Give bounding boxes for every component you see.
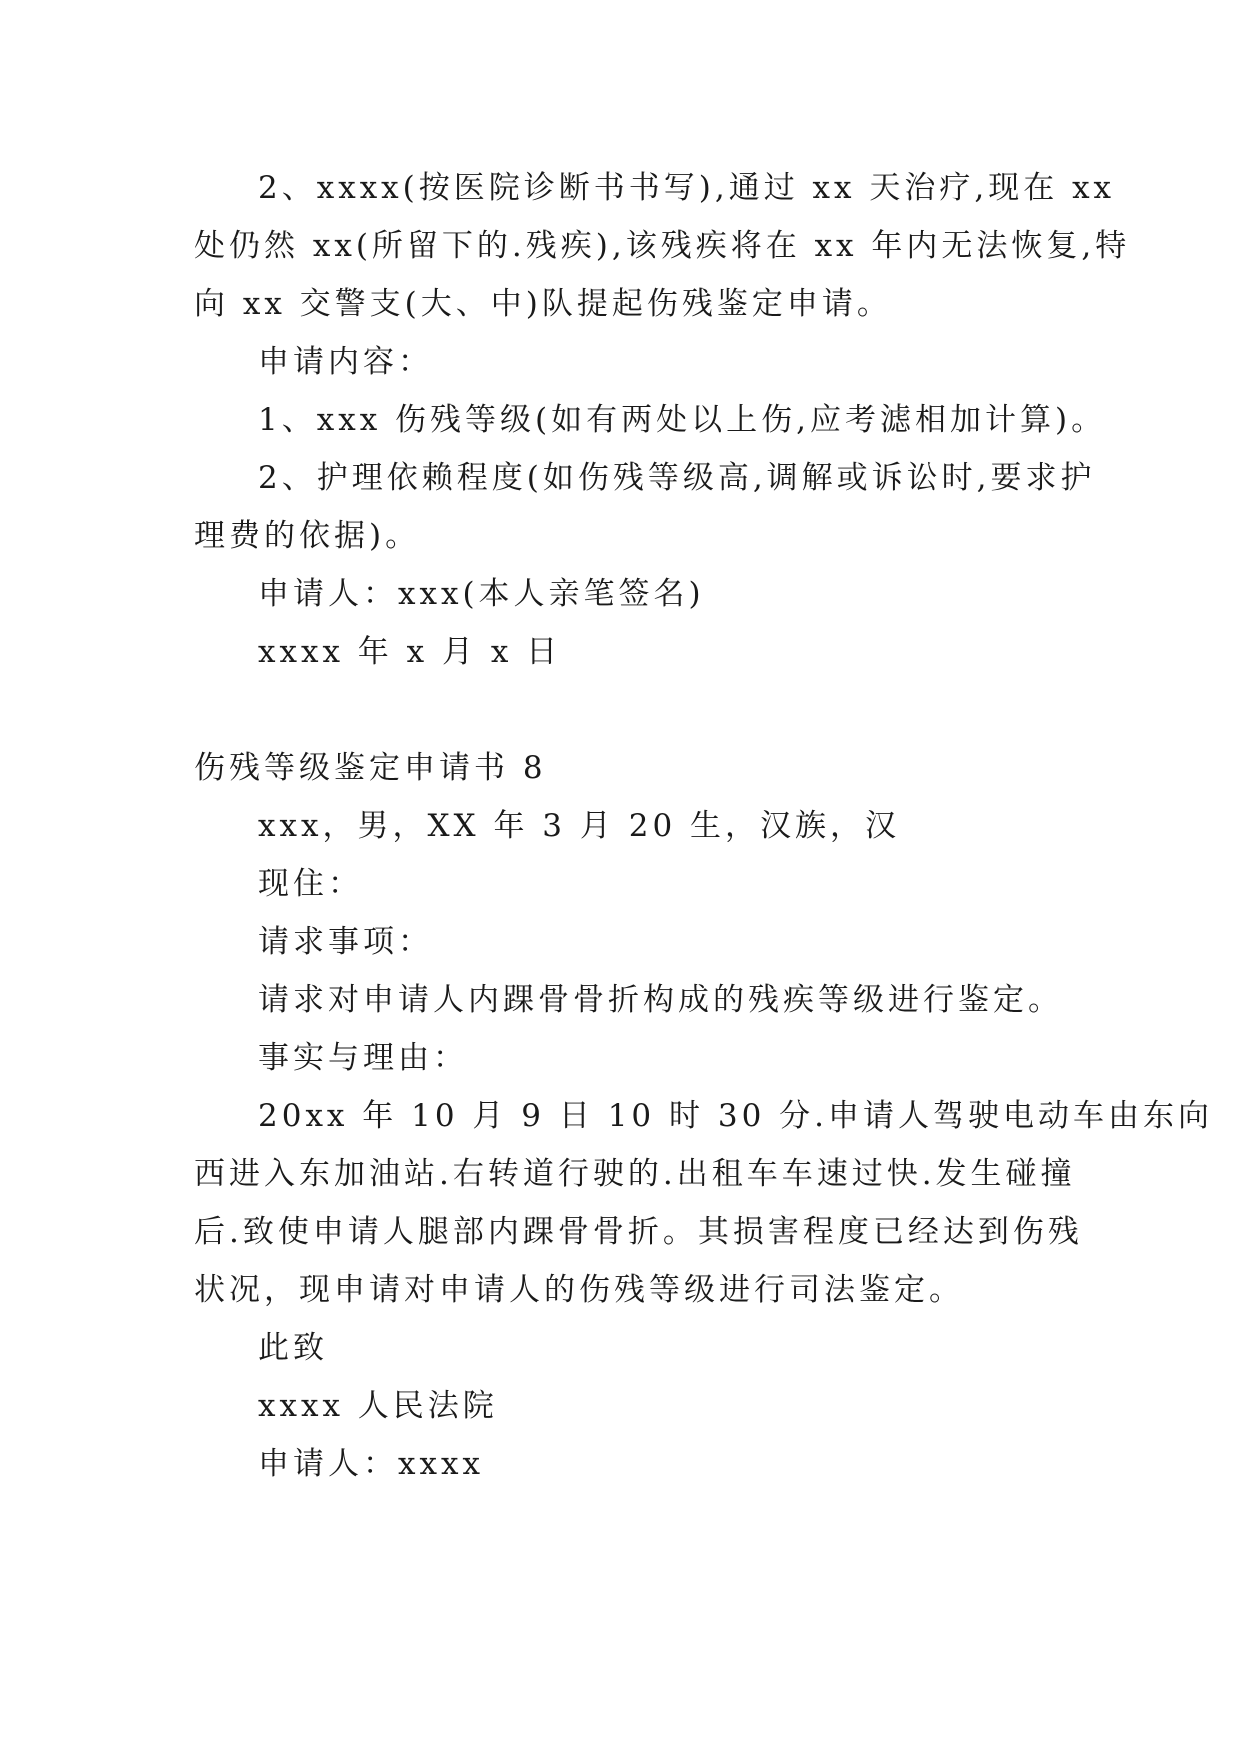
reason-line-3: 向 xx 交警支(大、中)队提起伤残鉴定申请。 <box>194 286 892 322</box>
request-heading: 请求事项： <box>258 924 433 960</box>
closing-line: 此致 <box>258 1330 328 1366</box>
facts-heading: 事实与理由： <box>258 1040 468 1076</box>
content-item-1: 1、xxx 伤残等级(如有两处以上伤,应考滤相加计算)。 <box>258 402 1107 438</box>
content-heading: 申请内容： <box>258 344 433 380</box>
facts-line-2: 西进入东加油站.右转道行驶的.出租车车速过快.发生碰撞 <box>194 1156 1076 1192</box>
applicant-info: xxx，男，XX 年 3 月 20 生，汉族，汉 <box>258 808 901 844</box>
date-line: xxxx 年 x 月 x 日 <box>258 634 562 670</box>
applicant-signature-line: 申请人：xxx(本人亲笔签名) <box>258 576 705 612</box>
section-title: 伤残等级鉴定申请书 8 <box>194 750 547 786</box>
address-line: 现住： <box>258 866 363 902</box>
request-text: 请求对申请人内踝骨骨折构成的残疾等级进行鉴定。 <box>258 982 1063 1018</box>
facts-line-1: 20xx 年 10 月 9 日 10 时 30 分.申请人驾驶电动车由东向 <box>258 1098 1214 1134</box>
content-item-2-line-1: 2、护理依赖程度(如伤残等级高,调解或诉讼时,要求护 <box>258 460 1096 496</box>
facts-line-4: 状况，现申请对申请人的伤残等级进行司法鉴定。 <box>194 1272 964 1308</box>
facts-line-3: 后.致使申请人腿部内踝骨骨折。其损害程度已经达到伤残 <box>194 1214 1083 1250</box>
recipient-line: xxxx 人民法院 <box>258 1388 498 1424</box>
content-item-2-line-2: 理费的依据)。 <box>194 518 421 554</box>
signature-line: 申请人：xxxx <box>258 1446 484 1482</box>
reason-line-1: 2、xxxx(按医院诊断书书写),通过 xx 天治疗,现在 xx <box>258 170 1116 206</box>
reason-line-2: 处仍然 xx(所留下的.残疾),该残疾将在 xx 年内无法恢复,特 <box>194 228 1131 264</box>
